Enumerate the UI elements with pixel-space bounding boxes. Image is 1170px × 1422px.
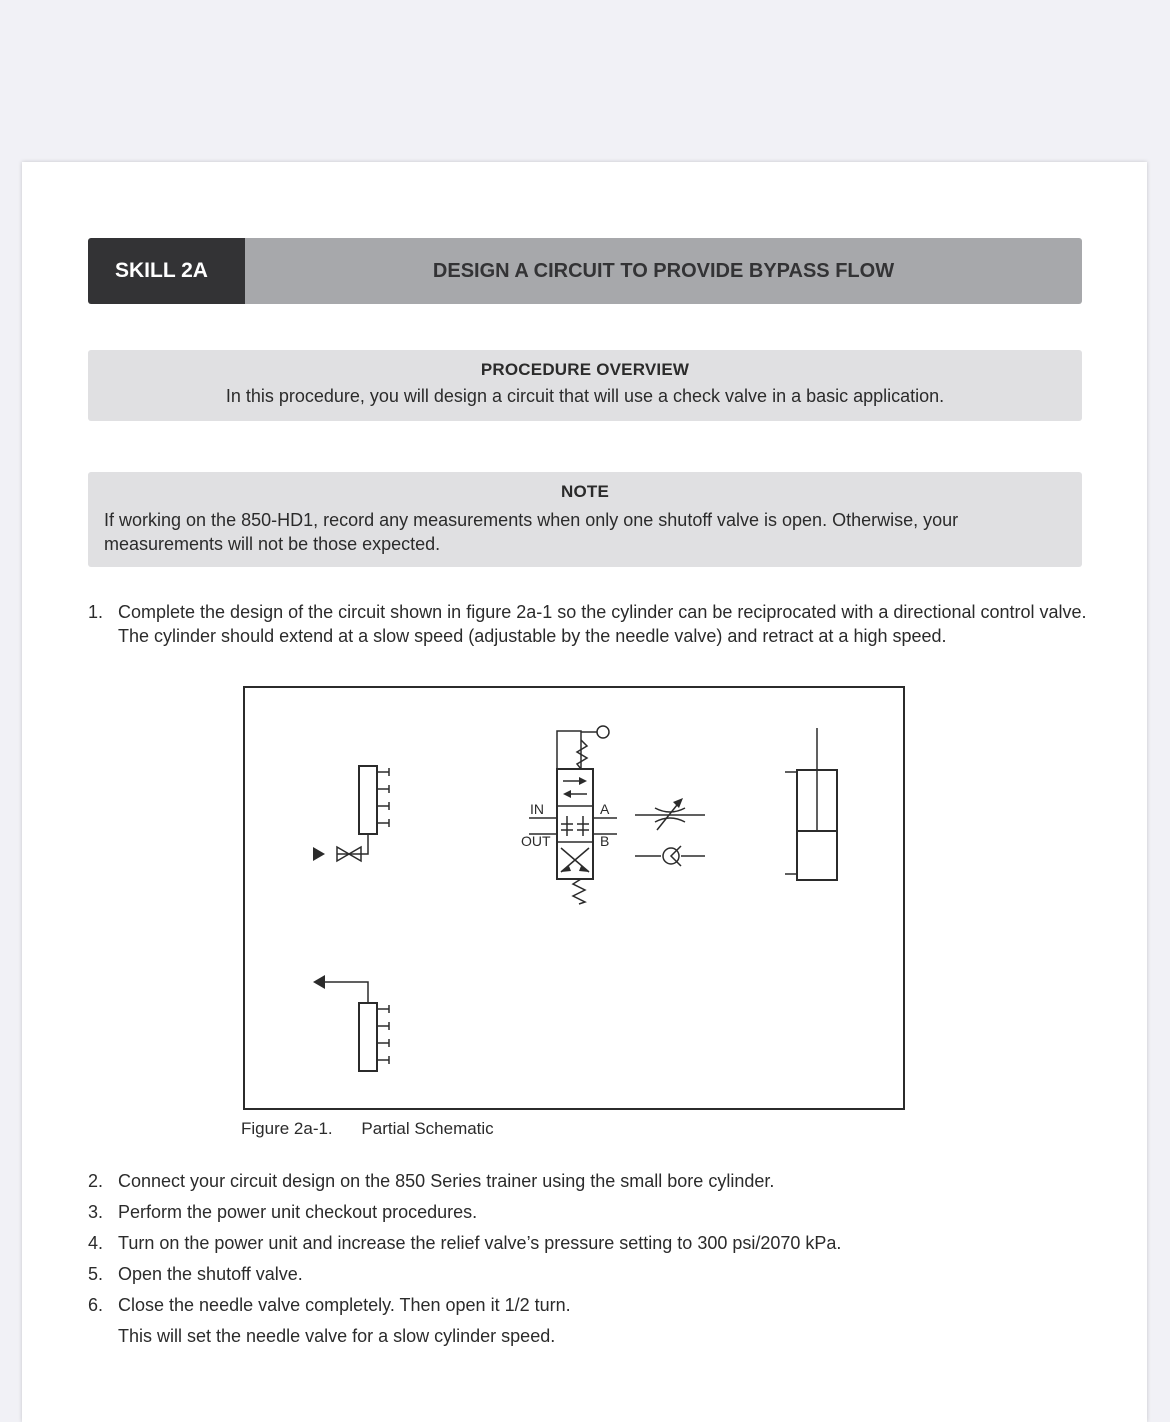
step-text: Close the needle valve completely. Then open it 1/2 turn. bbox=[118, 1295, 571, 1315]
step-number: 6. bbox=[88, 1295, 104, 1315]
note-text: If working on the 850-HD1, record any measurements when only one shutoff valve is open. Otherwise, your measurements will not be those expected. bbox=[104, 510, 959, 554]
step-number: 4. bbox=[88, 1233, 104, 1253]
step-number: 2. bbox=[88, 1171, 104, 1191]
document-page bbox=[22, 162, 1147, 1422]
check-valve-symbol bbox=[635, 846, 705, 866]
procedure-overview-box bbox=[88, 350, 1082, 421]
step-text: Connect your circuit design on the 850 Series trainer using the small bore cylinder. bbox=[118, 1171, 775, 1191]
schematic-drawing bbox=[245, 688, 907, 1112]
step-number: 3. bbox=[88, 1202, 104, 1222]
step-text: Complete the design of the circuit shown in figure 2a-1 so the cylinder can be reciprocated with a directional control valve. The cylinder should extend at a slow speed (adjustable by the needle valve) and retract at a high speed. bbox=[118, 602, 1087, 646]
cylinder-symbol bbox=[785, 728, 837, 880]
step-number: 5. bbox=[88, 1264, 104, 1284]
overview-text: In this procedure, you will design a circuit that will use a check valve in a basic application. bbox=[225, 386, 945, 406]
note-box bbox=[88, 472, 1082, 567]
needle-valve-symbol bbox=[635, 798, 705, 830]
step-6-followup: This will set the needle valve for a slow cylinder speed. bbox=[118, 1326, 556, 1346]
step-2 bbox=[88, 1169, 1088, 1193]
label-a: A bbox=[600, 801, 610, 817]
tank-return-symbol bbox=[313, 975, 389, 1071]
step-4 bbox=[88, 1231, 1088, 1255]
figure-number: Figure 2a-1. bbox=[241, 1119, 333, 1138]
step-text: Perform the power unit checkout procedures. bbox=[118, 1202, 478, 1222]
step-5 bbox=[88, 1262, 1088, 1286]
step-text: Turn on the power unit and increase the relief valve’s pressure setting to 300 psi/2070 kPa. bbox=[118, 1233, 842, 1253]
overview-heading: PROCEDURE OVERVIEW bbox=[480, 360, 690, 379]
directional-control-valve-symbol bbox=[521, 726, 617, 904]
note-heading: NOTE bbox=[560, 482, 610, 501]
pump-symbol bbox=[359, 766, 389, 854]
figure-caption-text: Partial Schematic bbox=[361, 1119, 494, 1138]
shutoff-valve-symbol bbox=[313, 847, 361, 861]
step-1 bbox=[88, 600, 1088, 648]
step-number: 1. bbox=[88, 602, 104, 622]
step-6 bbox=[88, 1293, 1088, 1317]
skill-id: SKILL 2A bbox=[88, 238, 245, 304]
skill-header bbox=[88, 238, 1082, 304]
label-in: IN bbox=[530, 801, 544, 817]
figure-caption bbox=[241, 1119, 494, 1139]
label-b: B bbox=[600, 833, 610, 849]
step-text: Open the shutoff valve. bbox=[118, 1264, 303, 1284]
partial-schematic-figure bbox=[243, 686, 905, 1110]
step-3 bbox=[88, 1200, 1088, 1224]
skill-title: DESIGN A CIRCUIT TO PROVIDE BYPASS FLOW bbox=[245, 238, 1082, 304]
label-out: OUT bbox=[521, 833, 551, 849]
